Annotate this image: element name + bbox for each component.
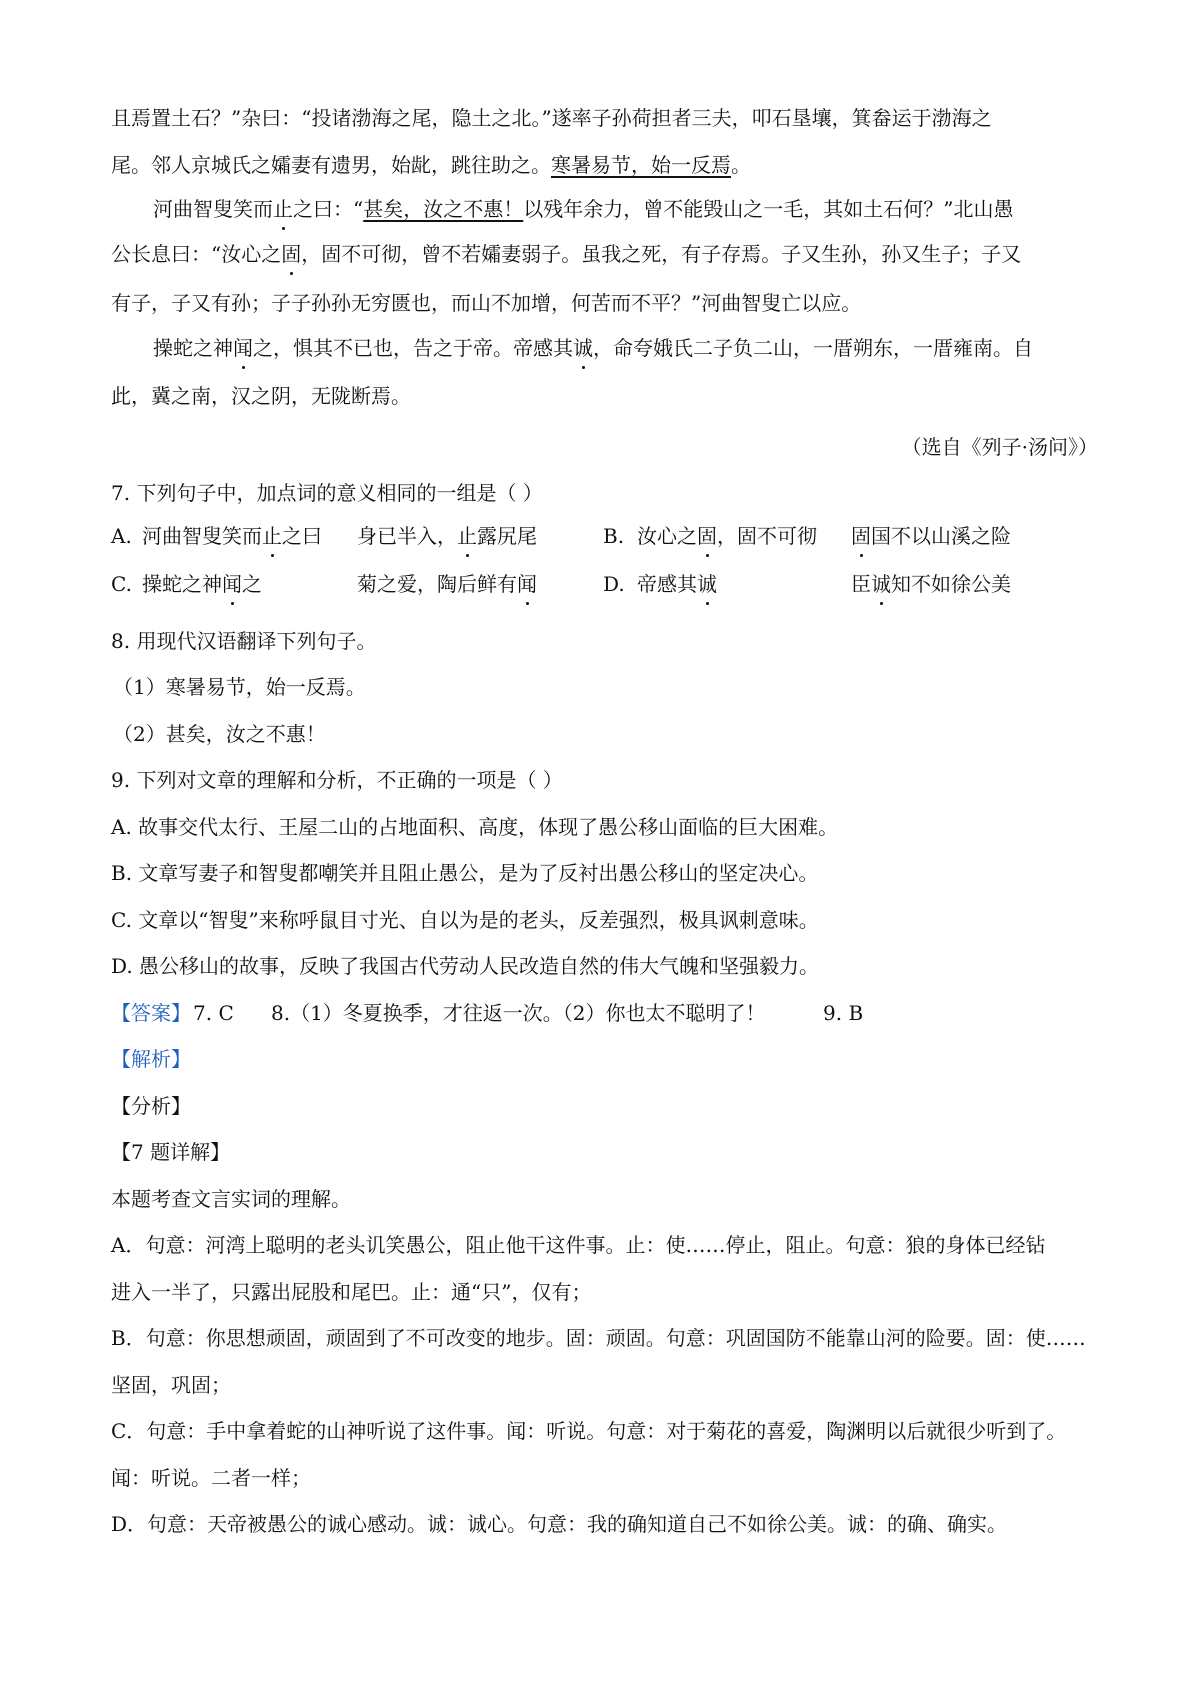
- q7-option-b-sentence-2: [851, 521, 1011, 551]
- option-text: 汝心之: [637, 524, 697, 548]
- analysis-c-line-1: C．句意：手中拿着蛇的山神听说了这件事。闻：听说。句意：对于菊花的喜爱，陶渊明以后就很少听到了。: [111, 1419, 1067, 1443]
- passage-line: [153, 194, 1101, 224]
- option-text: 菊之爱，陶后鲜有: [357, 572, 517, 596]
- q7-option-a-sentence-1: [142, 521, 322, 551]
- analysis-tag: 【解析】: [111, 1047, 191, 1071]
- q7-option-d-sentence-2: [851, 569, 1011, 599]
- dotted-word: 止: [273, 194, 293, 224]
- option-text: ，固不可彻: [717, 524, 817, 548]
- passage-text: ，固不可彻，曾不若孀妻弱子。虽我之死，有子存焉。子又生孙，孙又生子；子又: [301, 242, 1022, 266]
- passage-line: [111, 150, 1101, 180]
- passage-text: 以残年余力，曾不能毁山之一毛，其如土石何？”北山愚: [523, 197, 1014, 221]
- passage-text: 尾。邻人京城氏之孀妻有遗男，始龀，跳往助之。: [111, 153, 551, 177]
- q9-option-a: A. 故事交代太行、王屋二山的占地面积、高度，体现了愚公移山面临的巨大困难。: [111, 815, 839, 839]
- question-8-stem: 8. 用现代汉语翻译下列句子。: [111, 629, 377, 653]
- option-text: 臣: [851, 572, 871, 596]
- q7-option-b-label: B.: [603, 524, 625, 548]
- analysis-b-line-1: B．句意：你思想顽固，顽固到了不可改变的地步。固：顽固。句意：巩固国防不能靠山河的险要。固：使……: [111, 1326, 1086, 1350]
- answer-tag: 【答案】: [111, 1001, 191, 1025]
- q7-option-d-sentence-1: [637, 569, 717, 599]
- analysis-intro: 本题考查文言实词的理解。: [111, 1187, 351, 1211]
- passage-text: 之曰：“: [293, 197, 364, 221]
- q7-option-c-sentence-1: [142, 569, 262, 599]
- dotted-word: 止: [457, 521, 477, 551]
- q7-option-d-label: D.: [603, 572, 625, 596]
- dotted-word: 诚: [697, 569, 717, 599]
- answer-8: 8.（1）冬夏换季，才往返一次。（2）你也太不聪明了！: [271, 1001, 766, 1025]
- question-7-stem: 7. 下列句子中，加点词的意义相同的一组是（ ）: [111, 481, 543, 505]
- passage-text: ，命夸娥氏二子负二山，一厝朔东，一厝雍南。自: [593, 336, 1033, 360]
- analysis-b-line-2: 坚固，巩固；: [111, 1373, 231, 1397]
- q8-sentence-2: （2）甚矣，汝之不惠！: [113, 722, 326, 746]
- passage-text: 操蛇之神: [153, 336, 233, 360]
- passage-source: （选自《列子·汤问》）: [901, 435, 1098, 459]
- analysis-a-line-2: 进入一半了，只露出屁股和尾巴。止：通“只”，仅有；: [111, 1280, 592, 1304]
- passage-line: 此，冀之南，汉之阴，无陇断焉。: [111, 384, 411, 408]
- analysis-q7-title: 【7 题详解】: [111, 1140, 231, 1164]
- q7-option-c-label: C.: [111, 572, 132, 596]
- dotted-word: 闻: [517, 569, 537, 599]
- dotted-word: 闻: [233, 333, 253, 363]
- passage-line: [153, 333, 1101, 363]
- underlined-sentence: 寒暑易节，始一反焉: [551, 153, 731, 177]
- analysis-c-line-2: 闻：听说。二者一样；: [111, 1466, 311, 1490]
- option-text: 身已半入，: [357, 524, 457, 548]
- option-text: 帝感其: [637, 572, 697, 596]
- dotted-word: 固: [851, 521, 871, 551]
- passage-line: 有子，子又有孙；子子孙孙无穷匮也，而山不加增，何苦而不平？”河曲智叟亡以应。: [111, 291, 862, 315]
- dotted-word: 诚: [573, 333, 593, 363]
- dotted-word: 固: [281, 239, 301, 269]
- q9-option-d: D. 愚公移山的故事，反映了我国古代劳动人民改造自然的伟大气魄和坚强毅力。: [111, 954, 820, 978]
- option-text: 河曲智叟笑而: [142, 524, 262, 548]
- option-text: 之曰: [282, 524, 322, 548]
- passage-text: 公长息曰：“汝心之: [111, 242, 282, 266]
- passage-line: 且焉置土石？”杂曰：“投诸渤海之尾，隐土之北。”遂率子孙荷担者三夫，叩石垦壤，箕畚运于渤海之: [111, 106, 992, 130]
- q7-option-b-sentence-1: [637, 521, 817, 551]
- option-text: 国不以山溪之险: [871, 524, 1011, 548]
- passage-text: 之，惧其不已也，告之于帝。帝感其: [253, 336, 573, 360]
- underlined-sentence: 甚矣，汝之不惠！: [363, 197, 524, 221]
- dotted-word: 固: [697, 521, 717, 551]
- q7-option-c-sentence-2: [357, 569, 537, 599]
- q8-sentence-1: （1）寒暑易节，始一反焉。: [113, 675, 366, 699]
- passage-text: 河曲智叟笑而: [153, 197, 273, 221]
- passage-line: [111, 239, 1101, 269]
- analysis-d-line-1: D．句意：天帝被愚公的诚心感动。诚：诚心。句意：我的确知道自己不如徐公美。诚：的确、确实。: [111, 1512, 1008, 1536]
- dotted-word: 诚: [871, 569, 891, 599]
- option-text: 操蛇之神: [142, 572, 222, 596]
- passage-text: 。: [731, 153, 751, 177]
- option-text: 露尻尾: [477, 524, 537, 548]
- analysis-a-line-1: A．句意：河湾上聪明的老头讥笑愚公，阻止他干这件事。止：使……停止，阻止。句意：狼的身体已经钻: [111, 1233, 1046, 1257]
- answer-7: 7. C: [193, 1001, 234, 1025]
- dotted-word: 闻: [222, 569, 242, 599]
- option-text: 之: [242, 572, 262, 596]
- dotted-word: 止: [262, 521, 282, 551]
- q7-option-a-label: A.: [111, 524, 132, 548]
- analysis-fenxi: 【分析】: [111, 1094, 191, 1118]
- q9-option-b: B. 文章写妻子和智叟都嘲笑并且阻止愚公，是为了反衬出愚公移山的坚定决心。: [111, 861, 819, 885]
- option-text: 知不如徐公美: [891, 572, 1011, 596]
- q9-option-c: C. 文章以“智叟”来称呼鼠目寸光、自以为是的老头，反差强烈，极具讽刺意味。: [111, 908, 819, 932]
- answer-9: 9. B: [823, 1001, 864, 1025]
- q7-option-a-sentence-2: [357, 521, 537, 551]
- question-9-stem: 9. 下列对文章的理解和分析，不正确的一项是（ ）: [111, 768, 563, 792]
